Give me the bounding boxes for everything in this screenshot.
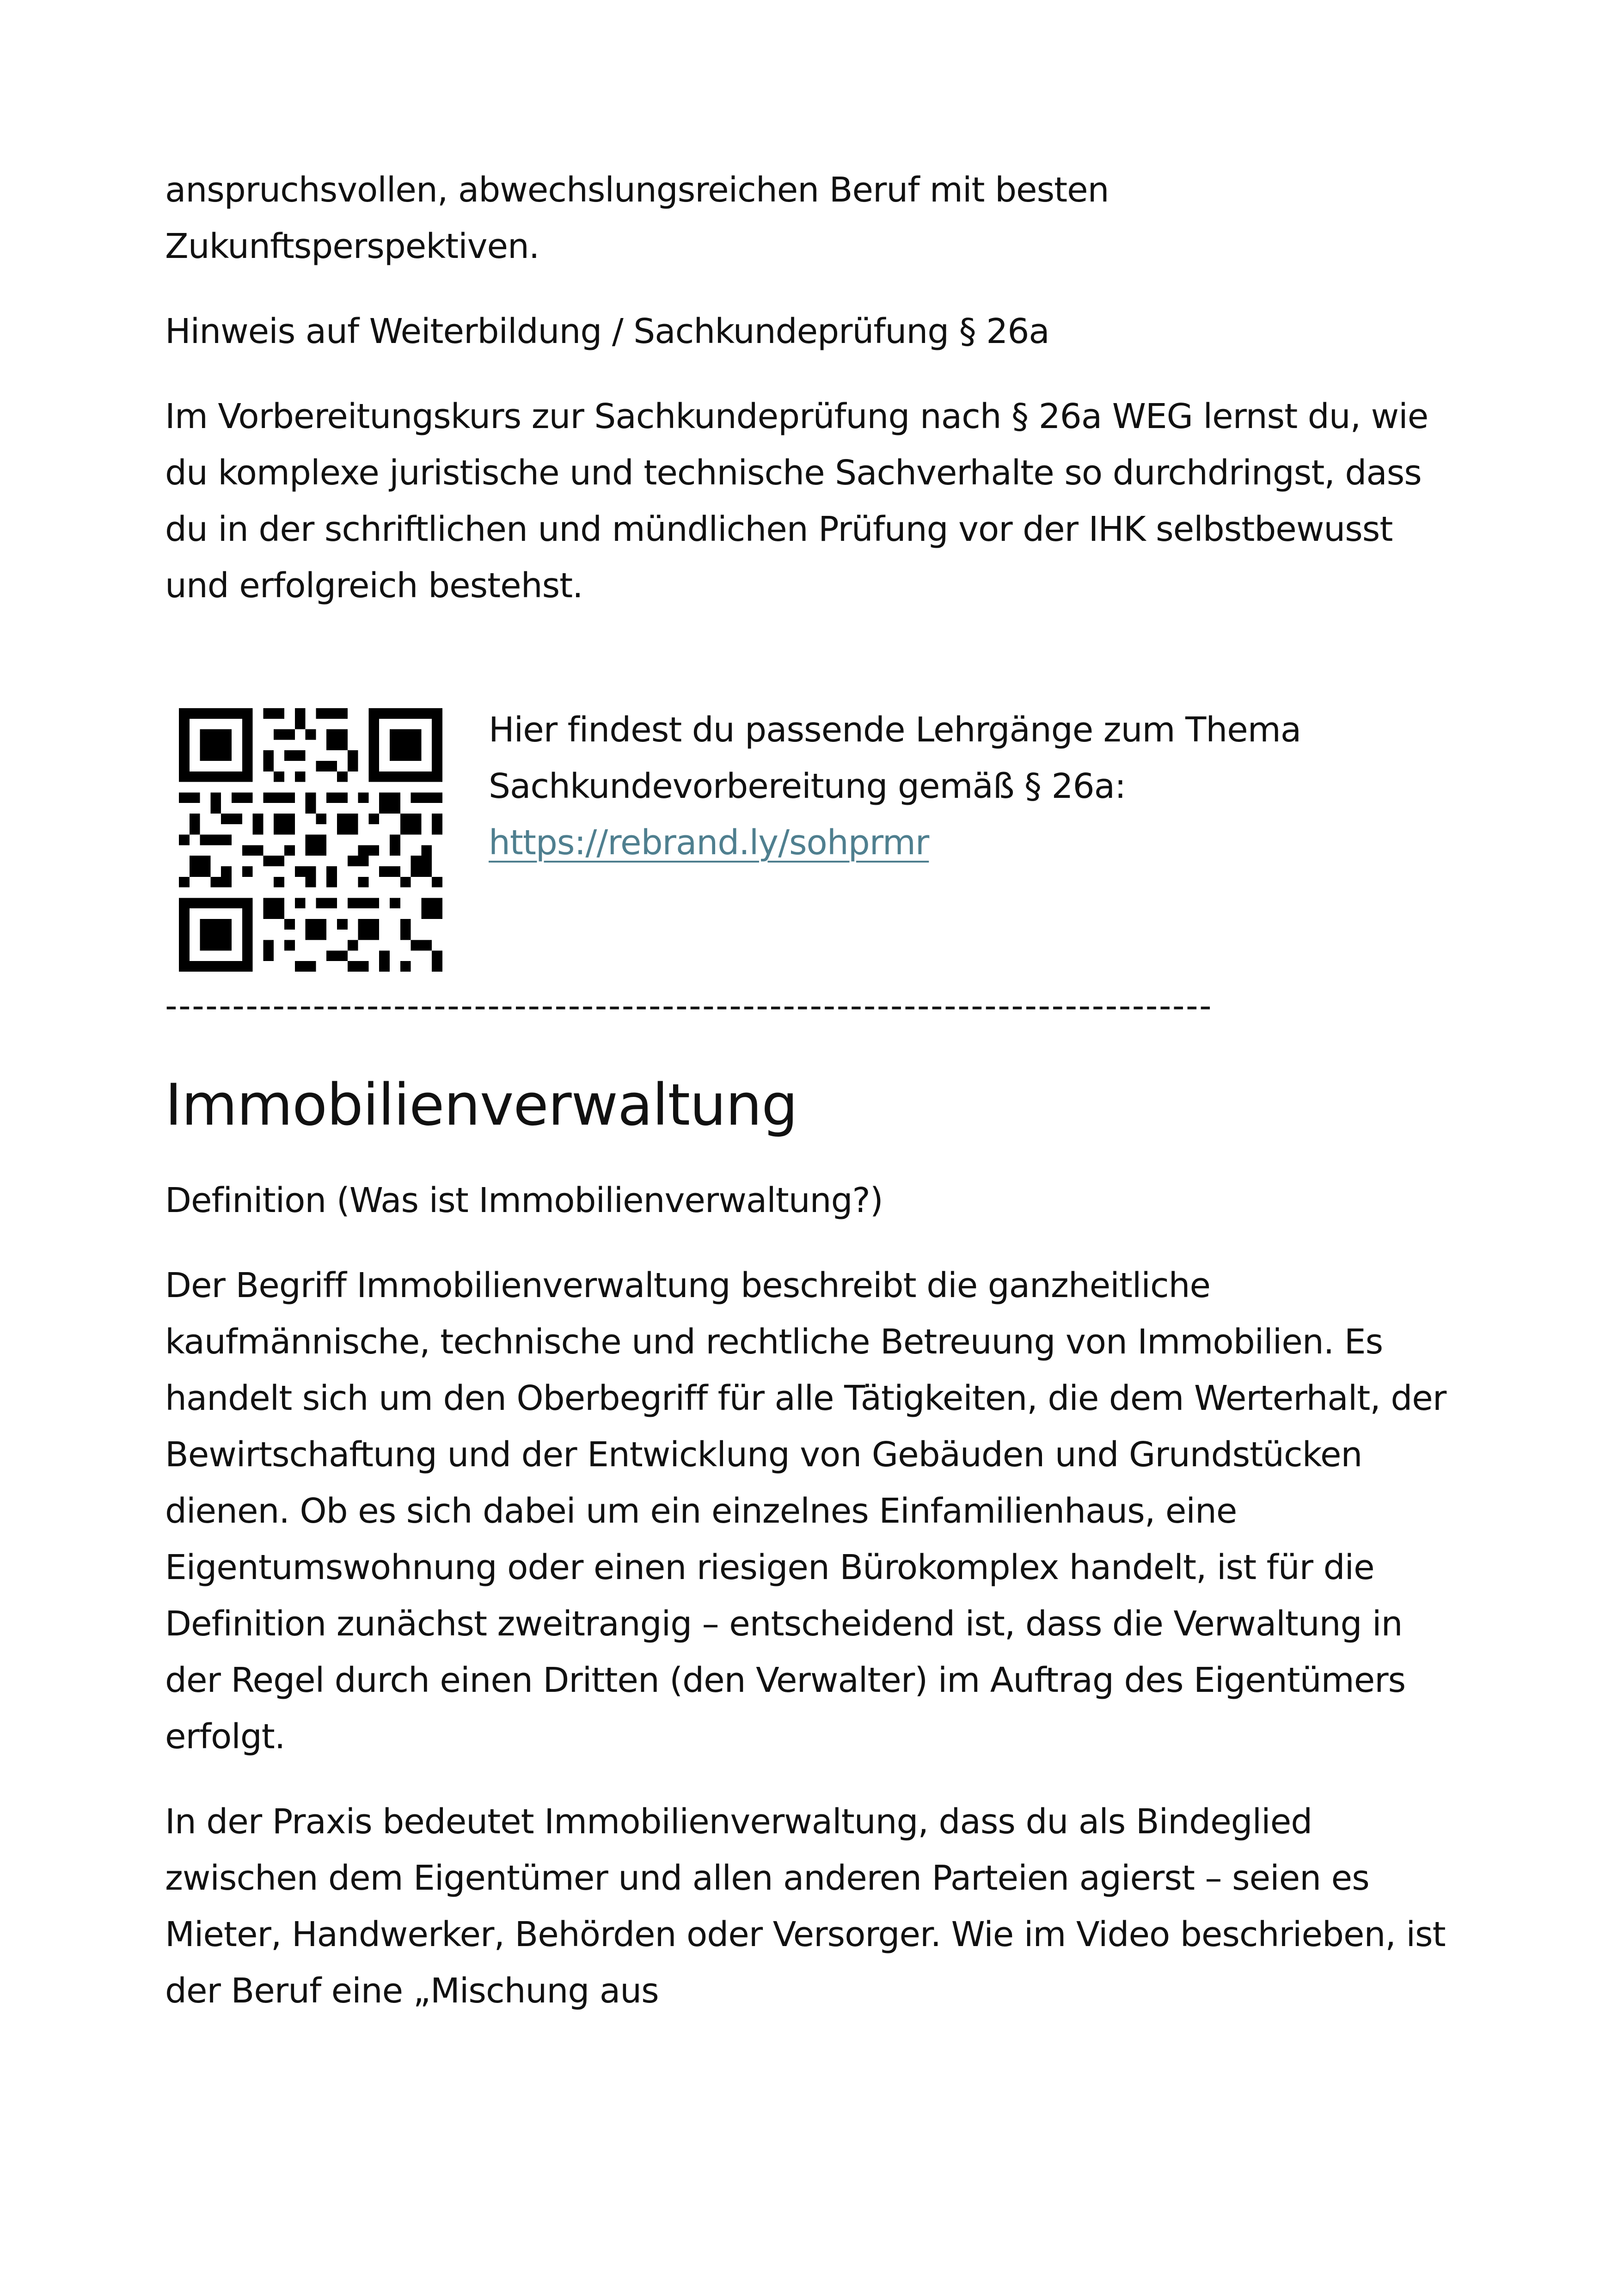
qr-caption-line-3: [489, 814, 1459, 871]
qr-caption-line-1: Hier findest du passende Lehrgänge zum Thema: [489, 710, 1301, 750]
qr-code: [179, 708, 442, 972]
section-subtitle: Definition (Was ist Immobilienverwaltung?): [165, 1181, 883, 1220]
hint-line: Hinweis auf Weiterbildung / Sachkundeprüfung § 26a: [165, 312, 1049, 351]
qr-block: [165, 702, 1459, 974]
page-content: [165, 162, 1459, 2019]
course-link[interactable]: https://rebrand.ly/sohprmr: [489, 823, 929, 863]
paragraph-course: Im Vorbereitungskurs zur Sachkundeprüfung nach § 26a WEG lernst du, wie du komplexe juristische und technische Sachverhalte so durchdringst, dass du in der schriftlichen und mündlichen Prüfung vor der IHK selbstbewusst und erfolgreich bestehst.: [165, 397, 1428, 606]
paragraph-intro-end: anspruchsvollen, abwechslungsreichen Beruf mit besten Zukunftsperspektiven.: [165, 170, 1109, 266]
section-title: Immobilienverwaltung: [165, 1072, 797, 1139]
paragraph-practice: In der Praxis bedeutet Immobilienverwaltung, dass du als Bindeglied zwischen dem Eigentümer und allen anderen Parteien agierst – seien es Mieter, Handwerker, Behörden oder Versorger. Wie im Video beschrieben, ist der Beruf eine „Mischung aus: [165, 1802, 1446, 2011]
dashed-divider: ------------------------------------------------------------------------------: [165, 987, 1213, 1024]
qr-caption-line-2: Sachkundevorbereitung gemäß § 26a:: [489, 766, 1126, 806]
qr-caption: [489, 702, 1459, 871]
paragraph-definition: Der Begriff Immobilienverwaltung beschreibt die ganzheitliche kaufmännische, technische und rechtliche Betreuung von Immobilien. Es handelt sich um den Oberbegriff für alle Tätigkeiten, die dem Werterhalt, der Bewirtschaftung und der Entwicklung von Gebäuden und Grundstücken dienen. Ob es sich dabei um ein einzelnes Einfamilienhaus, eine Eigentumswohnung oder einen riesigen Bürokomplex handelt, ist für die Definition zunächst zweitrangig – entscheidend ist, dass die Verwaltung in der Regel durch einen Dritten (den Verwalter) im Auftrag des Eigentümers erfolgt.: [165, 1266, 1446, 1757]
